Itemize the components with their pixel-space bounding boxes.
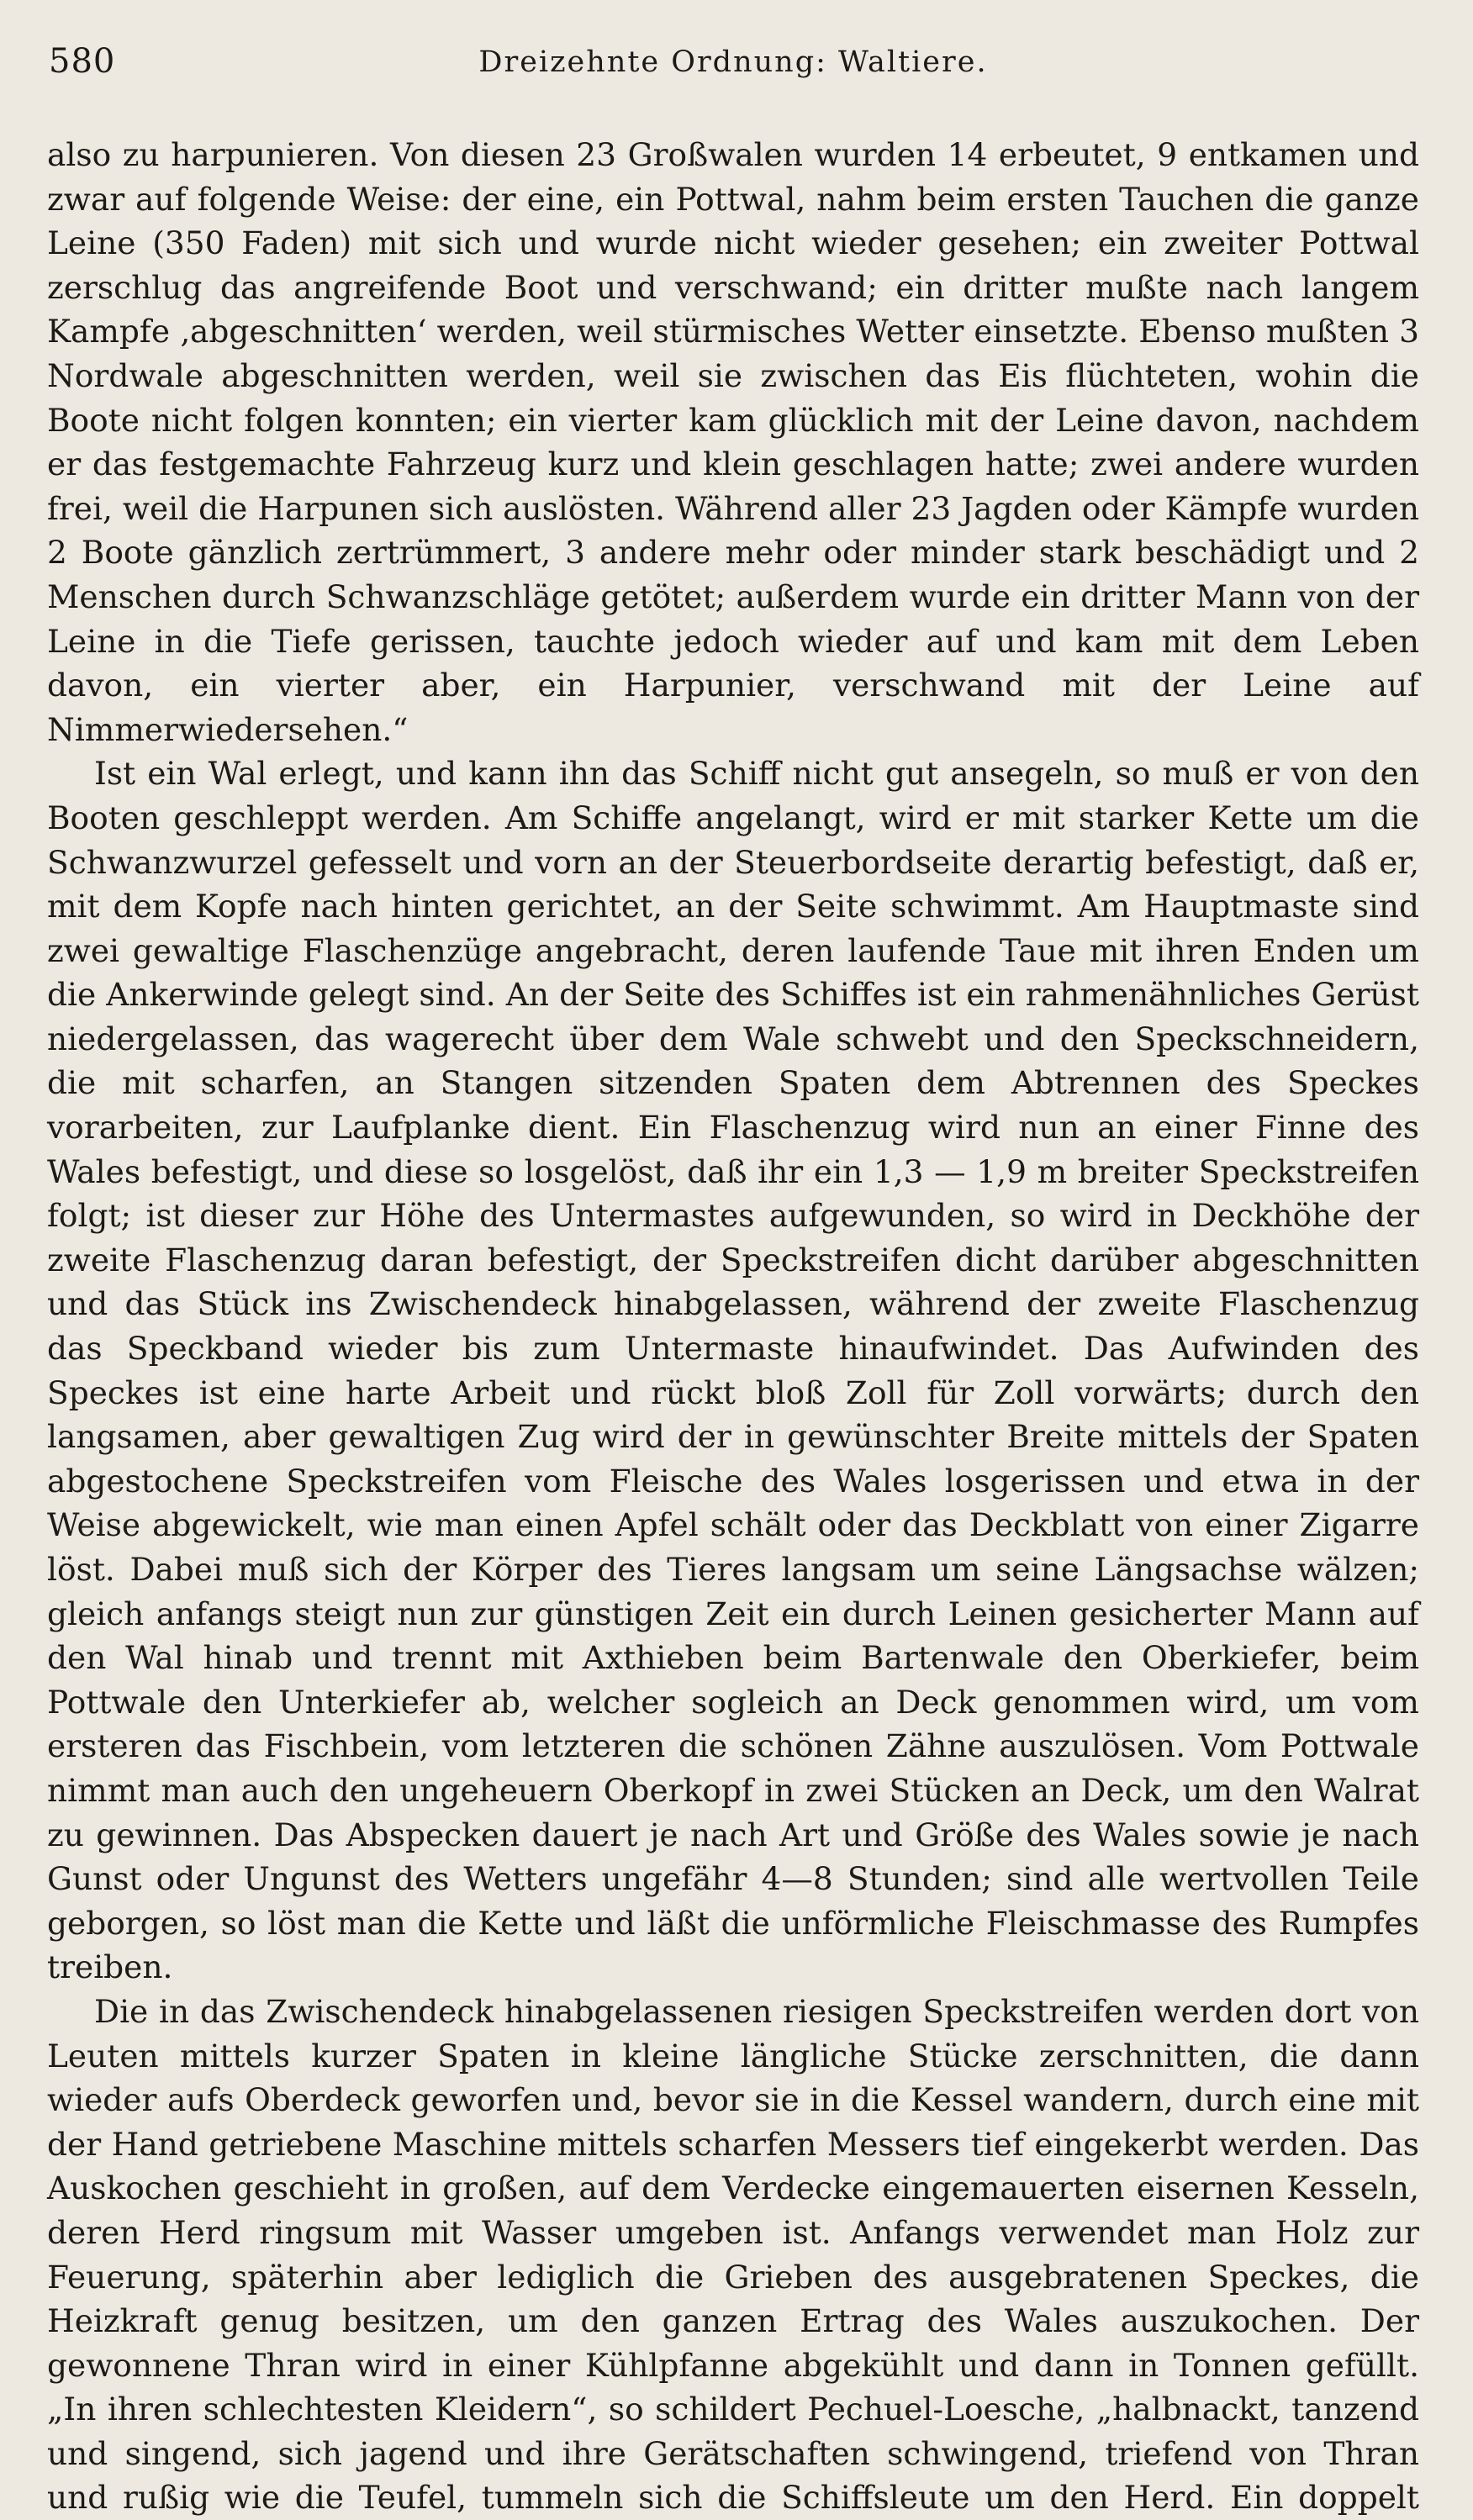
page-number: 580 <box>49 42 116 81</box>
paragraph-2: Ist ein Wal erlegt, und kann ihn das Schiff nicht gut ansegeln, so muß er von den Booten geschleppt werden. Am Schiffe angelangt, wird er mit starker Kette um die Schwanzwurzel gefesselt und vorn an der Steuerbordseite derartig befestigt, daß er, mit dem Kopfe nach hinten gerichtet, an der Seite schwimmt. Am Hauptmaste sind zwei gewaltige Flaschenzüge angebracht, deren laufende Taue mit ihren Enden um die Ankerwinde gelegt sind. An der Seite des Schiffes ist ein rahmenähnliches Gerüst niedergelassen, das wagerecht über dem Wale schwebt und den Speckschneidern, die mit scharfen, an Stangen sitzenden Spaten dem Abtrennen des Speckes vorarbeiten, zur Laufplanke dient. Ein Flaschenzug wird nun an einer Finne des Wales befestigt, und diese so losgelöst, daß ihr ein 1,3 — 1,9 m breiter Speckstreifen folgt; ist dieser zur Höhe des Untermastes aufgewunden, so wird in Deckhöhe der zweite Flaschenzug daran befestigt, der Speckstreifen dicht darüber abgeschnitten und das Stück ins Zwischendeck hinabgelassen, während der zweite Flaschenzug das Speckband wieder bis zum Untermaste hinaufwindet. Das Aufwinden des Speckes ist eine harte Arbeit und rückt bloß Zoll für Zoll vorwärts; durch den langsamen, aber gewaltigen Zug wird der in gewünschter Breite mittels der Spaten abgestochene Speckstreifen vom Fleische des Wales losgerissen und etwa in der Weise abgewickelt, wie man einen Apfel schält oder das Deckblatt von einer Zigarre löst. Dabei muß sich der Körper des Tieres langsam um seine Längsachse wälzen; gleich anfangs steigt nun zur günstigen Zeit ein durch Leinen gesicherter Mann auf den Wal hinab und trennt mit Axthieben beim Bartenwale den Oberkiefer, beim Pottwale den Unterkiefer ab, welcher sogleich an Deck genommen wird, um vom ersteren das Fischbein, vom letzteren die schönen Zähne auszulösen. Vom Pottwale nimmt man auch den ungeheuern Oberkopf in zwei Stücken an Deck, um den Walrat zu gewinnen. Das Abspecken dauert je nach Art und Größe des Wales sowie je nach Gunst oder Ungunst des Wetters ungefähr 4—8 Stunden; sind alle wertvollen Teile geborgen, so löst man die Kette und läßt die unförmliche Fleischmasse des Rumpfes treiben. <box>47 755 1419 1986</box>
paragraph-3: Die in das Zwischendeck hinabgelassenen riesigen Speckstreifen werden dort von Leuten mittels kurzer Spaten in kleine längliche Stücke zerschnitten, die dann wieder aufs Oberdeck geworfen und, bevor sie in die Kessel wandern, durch eine mit der Hand getriebene Maschine mittels scharfen Messers tief eingekerbt werden. Das Auskochen geschieht in großen, auf dem Verdecke eingemauerten eisernen Kesseln, deren Herd ringsum mit Wasser umgeben ist. Anfangs verwendet man Holz zur Feuerung, späterhin aber lediglich die Grieben des ausgebratenen Speckes, die Heizkraft genug besitzen, um den ganzen Ertrag des Wales auszukochen. Der gewonnene Thran wird in einer Kühlpfanne abgekühlt und dann in Tonnen gefüllt. „In ihren schlechtesten Kleidern“, so schildert Pechuel-Loesche, „halbnackt, tanzend und singend, sich jagend und ihre Gerätschaften schwingend, triefend von Thran und rußig wie die Teufel, tummeln sich die Schiffsleute um den Herd. Ein doppelt <box>47 1992 1419 2517</box>
paragraph-1: also zu harpunieren. Von diesen 23 Großwalen wurden 14 erbeutet, 9 entkamen und zwar auf folgende Weise: der eine, ein Pottwal, nahm beim ersten Tauchen die ganze Leine (350 Faden) mit sich und wurde nicht wieder gesehen; ein zweiter Pottwal zerschlug das angreifende Boot und verschwand; ein dritter mußte nach langem Kampfe ‚abgeschnitten‘ werden, weil stürmisches Wetter einsetzte. Ebenso mußten 3 Nordwale abgeschnitten werden, weil sie zwischen das Eis flüchteten, wohin die Boote nicht folgen konnten; ein vierter kam glücklich mit der Leine davon, nachdem er das festgemachte Fahrzeug kurz und klein geschlagen hatte; zwei andere wurden frei, weil die Harpunen sich auslösten. Während aller 23 Jagden oder Kämpfe wurden 2 Boote gänzlich zertrümmert, 3 andere mehr oder minder stark beschädigt und 2 Menschen durch Schwanzschläge getötet; außerdem wurde ein dritter Mann von der Leine in die Tiefe gerissen, tauchte jedoch wieder auf und kam mit dem Leben davon, ein vierter aber, ein Harpunier, verschwand mit der Leine auf Nimmerwiedersehen.“ <box>47 136 1419 748</box>
running-head: Dreizehnte Ordnung: Waltiere. <box>478 45 988 79</box>
page-header <box>47 42 1419 89</box>
